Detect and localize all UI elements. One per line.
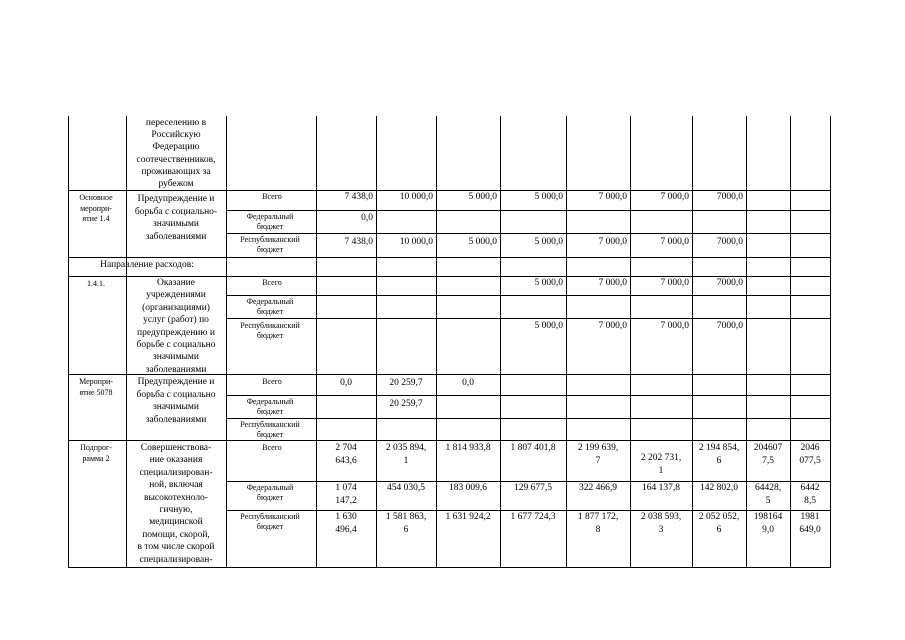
table-rule (630, 116, 631, 568)
name-text: значимыми (152, 219, 200, 230)
source-label: бюджет (256, 331, 284, 340)
table-rule (376, 116, 377, 568)
name-text: медицинской (149, 517, 203, 528)
value-cell: 7000,0 (716, 321, 743, 331)
name-text: соотечественников, (136, 154, 216, 165)
table-rule (790, 116, 791, 568)
value-cell: 1 814 933,8 (445, 443, 491, 453)
value-cell: 5 000,0 (534, 192, 563, 202)
value-cell: 7 000,0 (660, 321, 689, 331)
value-cell: 1 677 724,3 (510, 512, 556, 522)
source-label: Федеральный (246, 483, 294, 492)
value-cell: 5 000,0 (468, 192, 497, 202)
name-text: гичную, (159, 505, 193, 515)
table-rule (68, 567, 831, 568)
table-rule (226, 418, 831, 419)
value-cell: 2 202 731, (640, 453, 682, 463)
value-cell: 2 038 593, (640, 512, 682, 522)
value-cell: 204607 (753, 443, 783, 453)
name-text: Совершенствова- (140, 443, 212, 453)
source-label: Федеральный (246, 397, 294, 406)
value-cell: 6 (403, 525, 409, 535)
table-rule (830, 116, 831, 568)
value-cell: 10 000,0 (399, 192, 433, 202)
row-code: ятие 1.4 (82, 214, 110, 223)
value-cell: 1981 (800, 512, 820, 522)
table-rule (226, 295, 831, 296)
name-text: помощи, скорой, (142, 529, 210, 540)
value-cell: 1 630 (335, 512, 357, 522)
row-code: Меропри- (79, 377, 113, 386)
value-cell: 8 (595, 525, 601, 535)
source-label: бюджет (256, 493, 284, 502)
table-rule (746, 116, 747, 568)
name-text: услуг (работ) по (143, 315, 209, 326)
table-rule (226, 210, 831, 211)
value-cell: 2 199 639, (577, 443, 619, 453)
name-text: Федерацию (152, 142, 200, 153)
name-text: переселению в (145, 118, 207, 128)
name-text: Предупреждение и (137, 194, 215, 204)
table-rule (226, 481, 831, 482)
source-label: бюджет (256, 245, 284, 254)
name-text: заболеваниями (145, 364, 207, 375)
value-cell: 3 (658, 525, 664, 535)
value-cell: 7000,0 (716, 192, 743, 202)
value-cell: 7 (595, 456, 601, 466)
value-cell: 0,0 (361, 213, 373, 223)
source-label: Республиканский (240, 420, 300, 429)
row-code: Основное (79, 193, 113, 202)
name-text: в том числе скорой (137, 542, 215, 553)
value-cell: 1 807 401,8 (510, 443, 556, 453)
source-label: бюджет (256, 407, 284, 416)
value-cell: 1 631 924,2 (445, 512, 491, 522)
name-text: заболеваниями (145, 231, 207, 242)
table-rule (226, 233, 831, 234)
table-rule (68, 257, 831, 258)
value-cell: 2 704 (335, 443, 357, 453)
value-cell: 7 000,0 (660, 192, 689, 202)
name-text: борьба с социально- (134, 206, 218, 217)
value-cell: 2046 (800, 443, 820, 453)
value-cell: 1 (658, 466, 664, 476)
row-code: ятие 5078 (79, 388, 113, 397)
value-cell: 7,5 (762, 456, 774, 466)
value-cell: 1 581 863, (385, 512, 427, 522)
value-cell: 1 877 172, (577, 512, 619, 522)
value-cell: 7 000,0 (598, 192, 627, 202)
value-cell: 0,0 (340, 378, 352, 388)
source-label: бюджет (256, 430, 284, 439)
value-cell: 1 (403, 456, 409, 466)
table-rule (126, 116, 127, 568)
source-label: Республиканский (240, 512, 300, 521)
table-rule (68, 190, 831, 191)
source-label: Всего (262, 192, 282, 201)
value-cell: 8,5 (804, 496, 816, 506)
source-label: бюджет (256, 222, 284, 231)
value-cell: 142 802,0 (700, 483, 738, 493)
row-code: рамма 2 (82, 454, 110, 463)
table-rule (68, 276, 831, 277)
value-cell: 6 (716, 525, 722, 535)
value-cell: 5 000,0 (534, 321, 563, 331)
value-cell: 7 000,0 (660, 237, 689, 247)
name-text: учреждениями (146, 290, 206, 301)
value-cell: 5 000,0 (534, 278, 563, 288)
value-cell: 0,0 (462, 378, 474, 388)
value-cell: 164 137,8 (642, 483, 680, 493)
value-cell: 6 (716, 456, 722, 466)
name-text: высокотехноло- (144, 492, 208, 503)
value-cell: 20 259,7 (389, 399, 423, 409)
value-cell: 7 000,0 (598, 321, 627, 331)
source-label: Республиканский (240, 321, 300, 330)
value-cell: 643,6 (335, 456, 357, 466)
row-code: Подпрог- (80, 443, 112, 452)
value-cell: 198164 (753, 512, 783, 522)
table-rule (692, 116, 693, 568)
name-text: рубежом (158, 179, 194, 189)
name-text: специализирован- (139, 554, 213, 565)
table-rule (226, 318, 831, 319)
table-rule (566, 116, 567, 568)
source-label: бюджет (256, 307, 284, 316)
value-cell: 1 074 (335, 483, 357, 493)
value-cell: 6442 (800, 483, 820, 493)
value-cell: 2 035 894, (385, 443, 427, 453)
row-code: 1.4.1. (87, 279, 105, 288)
value-cell: 077,5 (799, 456, 821, 466)
directions-label: Направление расходов: (100, 260, 194, 270)
table-rule (436, 116, 437, 568)
table-rule (226, 395, 831, 396)
row-code: меропри- (80, 203, 112, 213)
table-rule (68, 116, 69, 568)
value-cell: 64428, (754, 483, 782, 493)
source-label: бюджет (256, 522, 284, 531)
value-cell: 649,0 (799, 525, 821, 535)
value-cell: 129 677,5 (514, 483, 552, 493)
value-cell: 183 009,6 (449, 483, 487, 493)
value-cell: 5 000,0 (534, 237, 563, 247)
value-cell: 9,0 (762, 525, 774, 535)
value-cell: 2 052 052, (698, 512, 740, 522)
value-cell: 147,2 (335, 496, 357, 506)
table-rule (500, 116, 501, 568)
value-cell: 7 000,0 (598, 278, 627, 288)
name-text: проживающих за (141, 166, 211, 177)
value-cell: 7 438,0 (344, 237, 373, 247)
name-text: заболеваниями (145, 414, 207, 425)
value-cell: 7000,0 (716, 237, 743, 247)
value-cell: 5 000,0 (468, 237, 497, 247)
name-text: Оказание (157, 278, 195, 288)
value-cell: 5 (765, 496, 771, 506)
value-cell: 496,4 (335, 525, 357, 535)
source-label: Всего (262, 278, 282, 287)
name-text: ние оказания (149, 455, 203, 466)
name-text: борьбе с социально (136, 340, 216, 350)
table-rule (226, 510, 831, 511)
source-label: Федеральный (246, 212, 294, 221)
source-label: Всего (262, 377, 282, 386)
name-text: предупреждению и (137, 327, 215, 338)
value-cell: 2 194 854, (698, 443, 740, 453)
table-rule (68, 440, 831, 441)
name-text: специализирован- (139, 467, 213, 478)
value-cell: 7000,0 (716, 278, 743, 288)
value-cell: 7 000,0 (660, 278, 689, 288)
name-text: значимыми (152, 352, 200, 363)
source-label: Республиканский (240, 235, 300, 244)
name-text: ной, включая (149, 480, 203, 491)
table-rule (316, 116, 317, 568)
value-cell: 322 466,9 (579, 483, 617, 493)
name-text: Предупреждение и (137, 377, 215, 387)
name-text: (организациями) (142, 302, 210, 313)
name-text: Российскую (151, 130, 201, 141)
source-label: Федеральный (246, 297, 294, 306)
name-text: значимыми (152, 402, 200, 413)
source-label: Всего (262, 443, 282, 452)
value-cell: 7 000,0 (598, 237, 627, 247)
value-cell: 7 438,0 (344, 192, 373, 202)
value-cell: 20 259,7 (389, 378, 423, 388)
table-rule (226, 116, 227, 568)
value-cell: 454 030,5 (387, 483, 425, 493)
name-text: борьба с социально (136, 389, 216, 400)
value-cell: 10 000,0 (399, 237, 433, 247)
